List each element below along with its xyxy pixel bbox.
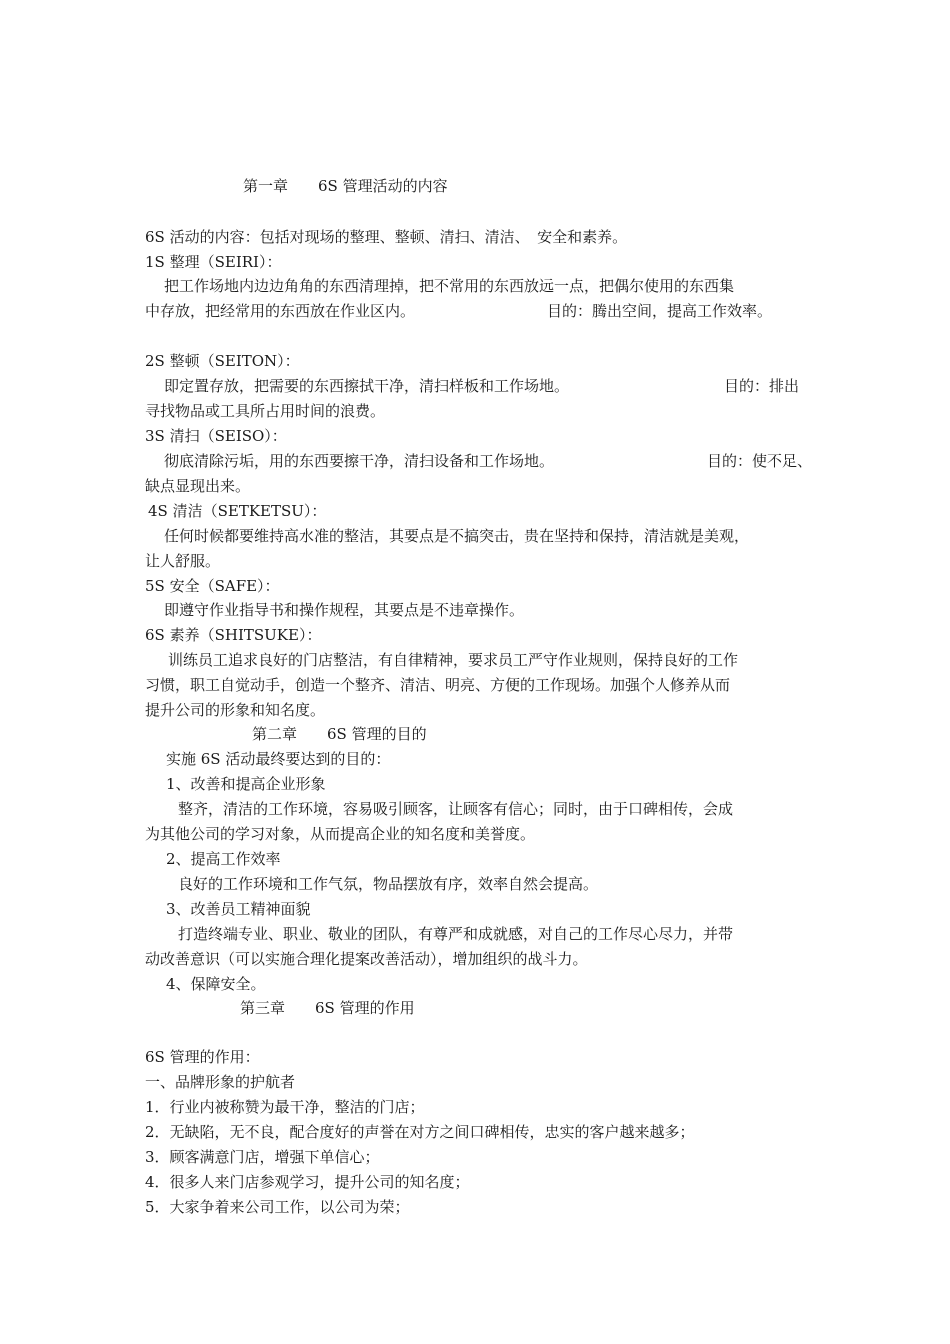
section-1s-goal: 目的：腾出空间，提高工作效率。 (547, 302, 773, 320)
chapter-3-heading: 第三章 6S 管理的作用 (240, 999, 415, 1017)
section-6s-title: 6S 素养（SHITSUKE）： (145, 626, 322, 644)
section-2s-text-line2: 寻找物品或工具所占用时间的浪费。 (145, 402, 386, 420)
section-2s-title: 2S 整顿（SEITON）： (145, 352, 300, 370)
chapter-3-intro: 6S 管理的作用： (145, 1048, 260, 1066)
purpose-3-title: 3、改善员工精神面貌 (166, 900, 311, 918)
list-item: 4．很多人来门店参观学习，提升公司的知名度； (145, 1173, 470, 1191)
section-1s-text-line2: 中存放，把经常用的东西放在作业区内。 (145, 302, 416, 320)
purpose-1-text-line1: 整齐，清洁的工作环境，容易吸引顾客，让顾客有信心；同时，由于口碑相传，会成 (178, 800, 734, 818)
purpose-3-text-line2: 动改善意识（可以实施合理化提案改善活动），增加组织的战斗力。 (145, 950, 588, 968)
section-1s-title: 1S 整理（SEIRI）： (145, 253, 282, 271)
section-2s-goal: 目的：排出 (724, 377, 800, 395)
section-3s-title: 3S 清扫（SEISO）： (145, 427, 287, 445)
section-1s-text-line1: 把工作场地内边边角角的东西清理掉，把不常用的东西放远一点，把偶尔使用的东西集 (164, 277, 735, 295)
chapter-2-heading: 第二章 6S 管理的目的 (252, 725, 427, 743)
chapter-1-intro: 6S 活动的内容：包括对现场的整理、整顿、清扫、清洁、 安全和素养。 (145, 228, 628, 246)
purpose-2-text-line1: 良好的工作环境和工作气氛，物品摆放有序，效率自然会提高。 (178, 875, 599, 893)
chapter-3-subheading: 一、品牌形象的护航者 (145, 1073, 296, 1091)
section-3s-text-line1: 彻底清除污垢，用的东西要擦干净，清扫设备和工作场地。 (164, 452, 555, 470)
list-item: 3．顾客满意门店，增强下单信心； (145, 1148, 380, 1166)
list-item: 5．大家争着来公司工作，以公司为荣； (145, 1198, 410, 1216)
section-3s-text-line2: 缺点显现出来。 (145, 477, 251, 495)
list-item: 1．行业内被称赞为最干净，整洁的门店； (145, 1098, 425, 1116)
section-5s-title: 5S 安全（SAFE）： (145, 577, 280, 595)
section-4s-text-line2: 让人舒服。 (145, 552, 221, 570)
section-2s-text-line1: 即定置存放，把需要的东西擦拭干净，清扫样板和工作场地。 (164, 377, 570, 395)
section-4s-title: 4S 清洁（SETKETSU）： (148, 502, 327, 520)
purpose-2-title: 2、提高工作效率 (166, 850, 281, 868)
chapter-2-intro: 实施 6S 活动最终要达到的目的： (166, 750, 391, 768)
purpose-1-text-line2: 为其他公司的学习对象，从而提高企业的知名度和美誉度。 (145, 825, 536, 843)
purpose-4-title: 4、保障安全。 (166, 975, 266, 993)
section-3s-goal: 目的：使不足、 (707, 452, 813, 470)
section-4s-text-line1: 任何时候都要维持高水准的整洁，其要点是不搞突击，贵在坚持和保持，清洁就是美观， (164, 527, 750, 545)
purpose-1-title: 1、改善和提高企业形象 (166, 775, 326, 793)
chapter-1-heading: 第一章 6S 管理活动的内容 (243, 177, 448, 195)
purpose-3-text-line1: 打造终端专业、职业、敬业的团队，有尊严和成就感，对自己的工作尽心尽力，并带 (178, 925, 734, 943)
section-5s-text-line1: 即遵守作业指导书和操作规程，其要点是不违章操作。 (164, 601, 525, 619)
section-6s-text-line3: 提升公司的形象和知名度。 (145, 701, 326, 719)
section-6s-text-line2: 习惯，职工自觉动手，创造一个整齐、清洁、明亮、方便的工作现场。加强个人修养从而 (145, 676, 731, 694)
section-6s-text-line1: 训练员工追求良好的门店整洁，有自律精神，要求员工严守作业规则，保持良好的工作 (168, 651, 739, 669)
list-item: 2．无缺陷，无不良，配合度好的声誉在对方之间口碑相传，忠实的客户越来越多； (145, 1123, 695, 1141)
